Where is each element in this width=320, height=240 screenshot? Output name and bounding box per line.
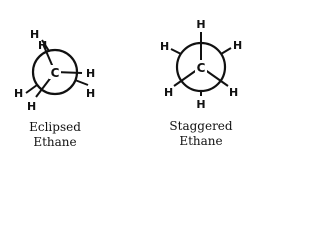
eclipsed-back-bond-right	[75, 80, 88, 85]
staggered-projection	[160, 18, 242, 148]
eclipsed-front-h-upper: H	[30, 28, 40, 41]
staggered-back-h-bottom: H	[196, 98, 206, 111]
staggered-front-h-top: H	[196, 18, 206, 31]
eclipsed-back-h-upper: H	[38, 39, 48, 52]
staggered-front-h-lower-left: H	[164, 86, 174, 99]
staggered-back-h-upper-right: H	[233, 39, 243, 52]
staggered-caption-line2: Ethane	[179, 134, 223, 148]
eclipsed-front-h-lower: H	[27, 100, 37, 113]
staggered-center-carbon: C	[196, 61, 206, 75]
staggered-front-h-lower-right: H	[229, 86, 239, 99]
staggered-caption-line1: Staggered	[169, 119, 233, 133]
eclipsed-back-h-left: H	[14, 87, 24, 100]
eclipsed-back-bond-left	[26, 85, 37, 93]
eclipsed-caption-line1: Eclipsed	[29, 120, 81, 134]
eclipsed-caption-line2: Ethane	[33, 135, 77, 149]
eclipsed-center-carbon: C	[50, 66, 60, 80]
staggered-back-bond-upper-right	[221, 48, 231, 54]
eclipsed-front-h-right: H	[86, 67, 96, 80]
staggered-back-bond-upper-left	[171, 49, 181, 54]
eclipsed-back-h-right: H	[86, 87, 96, 100]
eclipsed-projection	[14, 28, 95, 149]
staggered-back-h-upper-left: H	[160, 40, 170, 53]
